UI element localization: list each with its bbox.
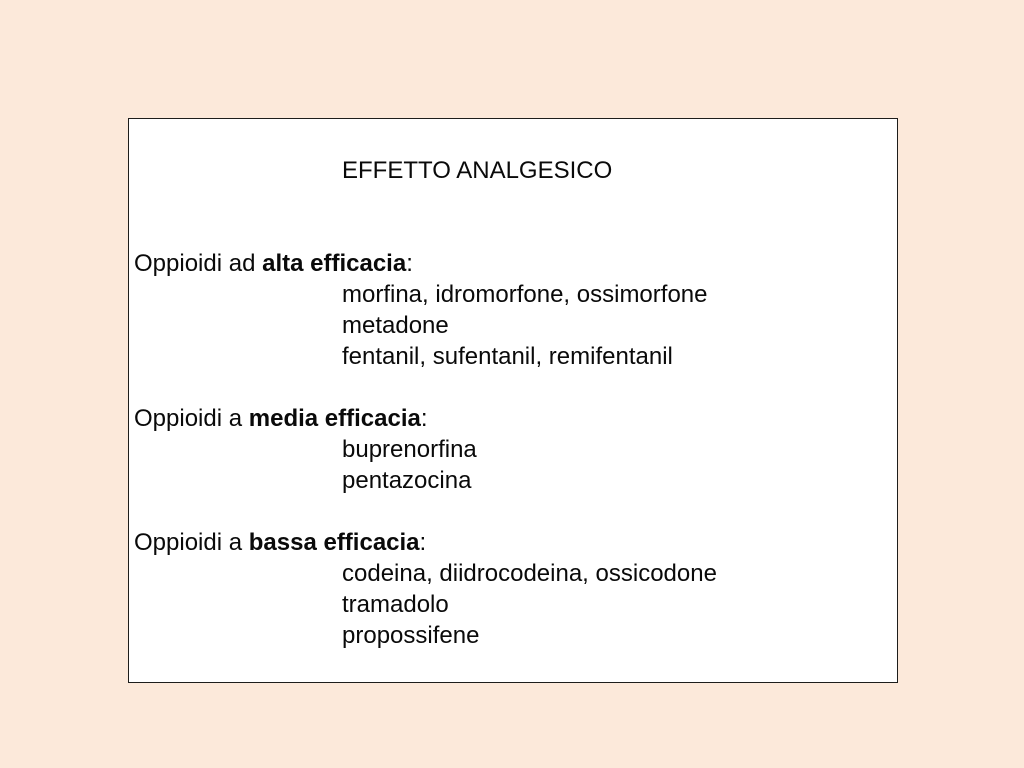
section-heading-media-efficacia — [134, 403, 889, 434]
heading-suffix: : — [406, 250, 413, 277]
drug-list-item: propossifene — [342, 622, 480, 649]
content-box — [128, 118, 898, 683]
drug-list-item: pentazocina — [342, 467, 472, 494]
drug-list-item: buprenorfina — [342, 436, 477, 463]
heading-bold: bassa efficacia — [248, 529, 420, 556]
spacer — [134, 186, 889, 217]
heading-prefix: Oppioidi ad — [134, 250, 263, 277]
heading-bold: alta efficacia — [262, 250, 407, 277]
heading-prefix: Oppioidi a — [134, 529, 249, 556]
spacer — [134, 217, 889, 248]
drug-list-item: codeina, diidrocodeina, ossicodone — [342, 560, 717, 587]
heading-suffix: : — [420, 405, 428, 432]
heading-suffix: : — [419, 529, 427, 556]
section-heading-bassa-efficacia — [134, 527, 889, 558]
section-heading-alta-efficacia — [134, 248, 889, 279]
slide-title: EFFETTO ANALGESICO — [342, 157, 613, 184]
heading-bold: media efficacia — [248, 405, 421, 432]
spacer — [134, 372, 889, 403]
drug-list-item: fentanil, sufentanil, remifentanil — [342, 343, 673, 370]
spacer — [134, 496, 889, 527]
drug-list-item: metadone — [342, 312, 449, 339]
heading-prefix: Oppioidi a — [134, 405, 249, 432]
drug-list-item: tramadolo — [342, 591, 449, 618]
drug-list-item: morfina, idromorfone, ossimorfone — [342, 281, 708, 308]
